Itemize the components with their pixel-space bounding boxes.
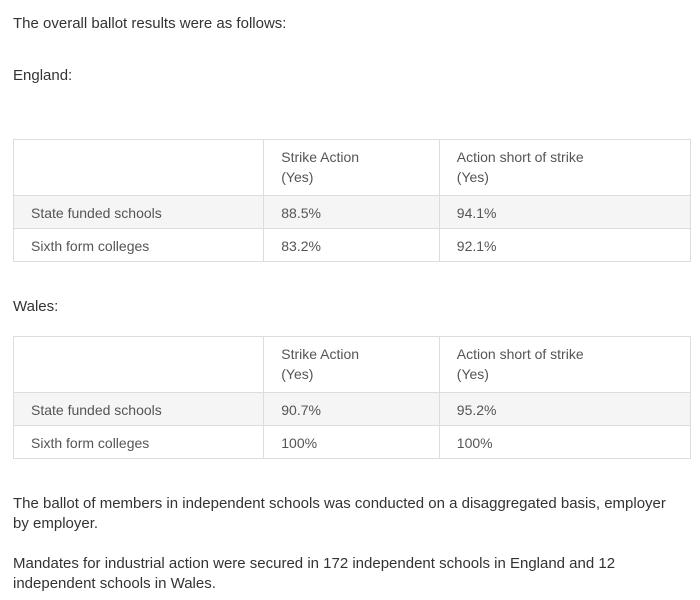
row-label: Sixth form colleges (14, 426, 264, 459)
strike-action-value: 100% (264, 426, 440, 459)
header-cell-action-short-of-strike (439, 337, 690, 393)
header-cell-empty (14, 140, 264, 196)
asos-value: 100% (439, 426, 690, 459)
strike-action-value: 90.7% (264, 393, 440, 426)
intro-text: The overall ballot results were as follows: (13, 15, 287, 32)
paragraph-independent-schools: The ballot of members in independent schools was conducted on a disaggregated basis, employer by employer. (13, 495, 666, 532)
header-asos-line2: (Yes) (456, 169, 489, 185)
table-row (14, 229, 691, 262)
header-cell-strike-action (264, 337, 440, 393)
strike-action-value: 88.5% (264, 196, 440, 229)
header-cell-empty (14, 337, 264, 393)
table-row (14, 196, 691, 229)
header-asos-line2: (Yes) (456, 366, 489, 382)
header-strike-action-line2: (Yes) (281, 366, 314, 382)
header-cell-strike-action (264, 140, 440, 196)
header-strike-action-line2: (Yes) (281, 169, 314, 185)
table-header-row (14, 140, 691, 196)
header-cell-action-short-of-strike (439, 140, 690, 196)
table-row (14, 393, 691, 426)
results-table-england (13, 139, 691, 262)
region-heading-england: England: (13, 67, 73, 84)
region-heading-wales: Wales: (13, 298, 59, 315)
results-table-wales (13, 336, 691, 459)
header-strike-action-line1: Strike Action (281, 346, 360, 362)
header-strike-action-line1: Strike Action (281, 149, 360, 165)
paragraph-mandates: Mandates for industrial action were secured in 172 independent schools in England and 12 independent schools in Wales. (13, 555, 616, 592)
row-label: State funded schools (14, 196, 264, 229)
row-label: Sixth form colleges (14, 229, 264, 262)
header-asos-line1: Action short of strike (456, 346, 584, 362)
asos-value: 95.2% (439, 393, 690, 426)
table-header-row (14, 337, 691, 393)
strike-action-value: 83.2% (264, 229, 440, 262)
row-label: State funded schools (14, 393, 264, 426)
header-asos-line1: Action short of strike (456, 149, 584, 165)
asos-value: 92.1% (439, 229, 690, 262)
table-row (14, 426, 691, 459)
asos-value: 94.1% (439, 196, 690, 229)
